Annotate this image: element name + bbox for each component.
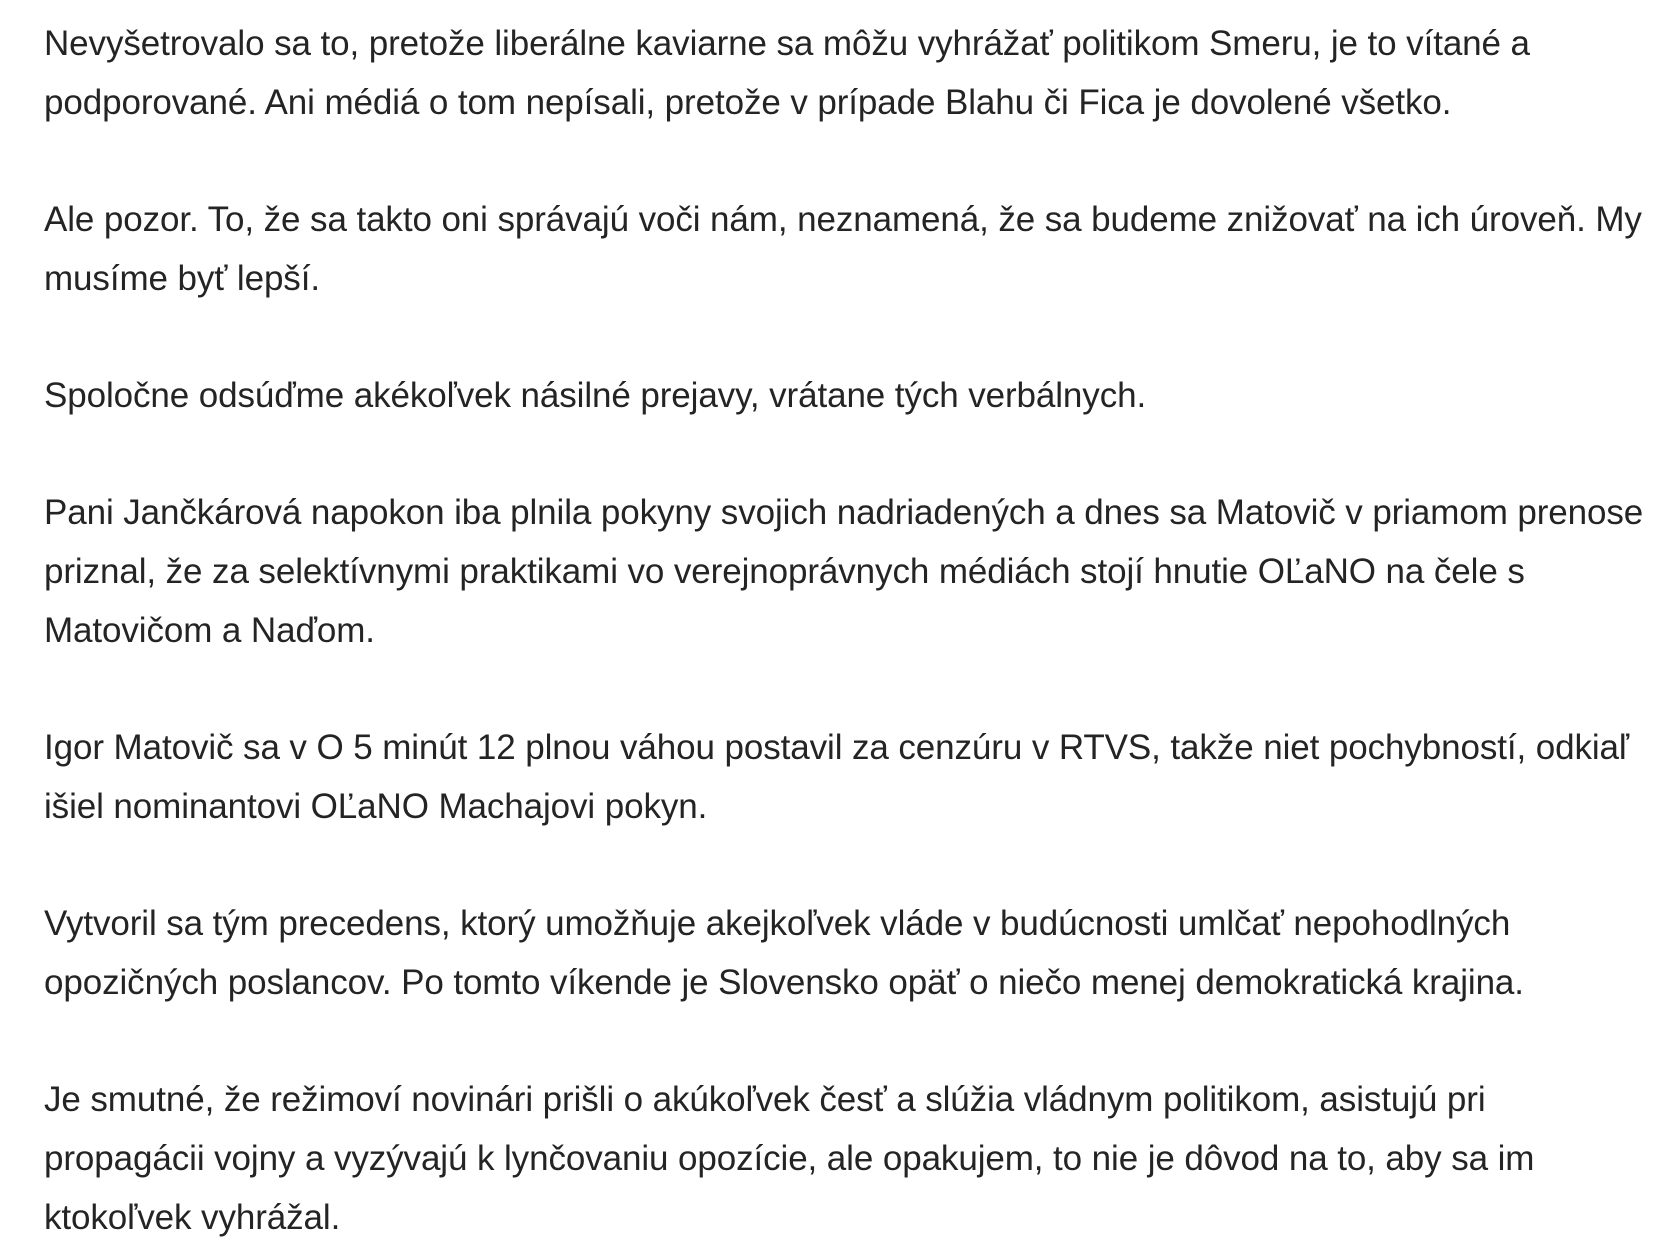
paragraph: Ale pozor. To, že sa takto oni správajú voči nám, neznamená, že sa budeme znižovať na ich úroveň. My musíme byť lepší. bbox=[44, 200, 1642, 298]
paragraph: Pani Jančkárová napokon iba plnila pokyny svojich nadriadených a dnes sa Matovič v priamom prenose priznal, že za selektívnymi praktikami vo verejnoprávnych médiách stojí hnutie OĽaNO na čele s Matovičom a Naďom. bbox=[44, 493, 1644, 650]
paragraph: Je smutné, že režimoví novinári prišli o akúkoľvek česť a slúžia vládnym politikom, asistujú pri propagácii vojny a vyzývajú k lynčovaniu opozície, ale opakujem, to nie je dôvod na to, aby sa im ktokoľvek vyhrážal. bbox=[44, 1080, 1535, 1237]
paragraph: Igor Matovič sa v O 5 minút 12 plnou váhou postavil za cenzúru v RTVS, takže niet pochybností, odkiaľ išiel nominantovi OĽaNO Machajovi pokyn. bbox=[44, 728, 1630, 826]
paragraph: Vytvoril sa tým precedens, ktorý umožňuje akejkoľvek vláde v budúcnosti umlčať nepohodlných opozičných poslancov. Po tomto víkende je Slovensko opäť o niečo menej demokratická krajina. bbox=[44, 904, 1524, 1002]
paragraph: Nevyšetrovalo sa to, pretože liberálne kaviarne sa môžu vyhrážať politikom Smeru, je to vítané a podporované. Ani médiá o tom nepísali, pretože v prípade Blahu či Fica je dovolené všetko. bbox=[44, 24, 1530, 122]
paragraph: Spoločne odsúďme akékoľvek násilné prejavy, vrátane tých verbálnych. bbox=[44, 376, 1147, 415]
post-body bbox=[44, 14, 1644, 1247]
